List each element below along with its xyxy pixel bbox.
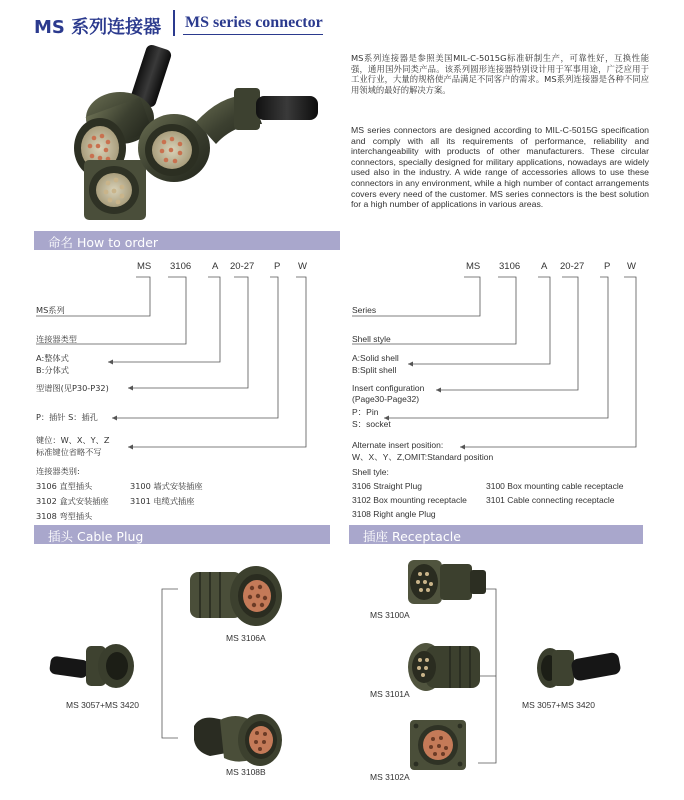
caption-plug-accessory: MS 3057+MS 3420 <box>66 700 140 710</box>
order-code-alt-left: W <box>298 261 307 272</box>
order-label-split-cn: B:分体式 <box>36 365 69 375</box>
order-type-3102-en: 3102 Box mounting receptacle <box>352 495 467 505</box>
order-label-pin-en: P：Pin <box>352 407 379 417</box>
section-title-how-to-order: 命名 How to order <box>48 235 159 250</box>
order-type-3106-en: 3106 Straight Plug <box>352 481 422 491</box>
order-code-insert-left: 20-27 <box>230 261 255 272</box>
receptacle-wall-image <box>404 556 490 608</box>
order-label-alt2-cn: 标准键位省略不写 <box>36 447 102 457</box>
order-label-shell-style-en: Shell style <box>352 334 391 344</box>
order-label-series-cn: MS系列 <box>36 305 65 315</box>
plug-straight-image <box>186 562 286 628</box>
section-title-receptacle: 插座 Receptacle <box>363 529 461 544</box>
order-type-3108-en: 3108 Right angle Plug <box>352 509 436 519</box>
order-label-shell-style-cn: 连接器类型 <box>36 334 77 344</box>
order-label-insert2-en: (Page30-Page32) <box>352 394 420 404</box>
intro-english: MS series connectors are designed according to MIL-C-5015G specification and comply with all its requirements of performance, reliability and interchangeability with products of other manufacturers. These circular connectors, specially designed for military applications, nowadays are widely used also in the industry. A wide range of accessories allows to use these connectors in any environment, while a high number of contact arrangements covers every need of the customer. MS series connectors is the best solution for a high number of applications in various areas. <box>351 125 649 210</box>
title-chinese: MS 系列连接器 <box>34 17 162 38</box>
order-code-insert-right: 20-27 <box>560 261 585 272</box>
order-label-solid-en: A:Solid shell <box>352 353 399 363</box>
order-label-alt2-en: W、X、Y、Z,OMIT:Standard position <box>352 452 494 462</box>
order-label-contact-cn: P：插针 S：插孔 <box>36 412 98 422</box>
caption-receptacle-box: MS 3102A <box>370 772 410 782</box>
order-label-types-title-en: Shell tyle: <box>352 467 389 477</box>
caption-plug-right-angle: MS 3108B <box>226 767 266 777</box>
order-code-ms-left: MS <box>137 261 152 272</box>
order-label-types-title-cn: 连接器类别: <box>36 466 80 476</box>
plug-right-angle-image <box>190 712 286 768</box>
caption-plug-straight: MS 3106A <box>226 633 266 643</box>
order-code-contact-left: P <box>274 261 281 272</box>
caption-receptacle-accessory: MS 3057+MS 3420 <box>522 700 596 710</box>
receptacle-cable-image <box>404 640 490 694</box>
plug-accessory-image <box>46 636 138 696</box>
title-english: MS series connector <box>185 14 323 31</box>
order-code-style-right: A <box>541 261 548 272</box>
receptacle-box-image <box>406 718 470 772</box>
order-label-series-en: Series <box>352 305 377 315</box>
order-type-3101-en: 3101 Cable connecting receptacle <box>486 495 615 505</box>
order-type-3101-cn: 3101 电缆式插座 <box>130 496 195 506</box>
receptacle-accessory-image <box>534 640 624 696</box>
order-type-3108-cn: 3108 弯型插头 <box>36 511 93 521</box>
order-code-shell-left: 3106 <box>170 261 192 272</box>
order-label-insert-cn: 型谱图(见P30-P32) <box>36 383 109 393</box>
caption-receptacle-wall: MS 3100A <box>370 610 410 620</box>
order-type-3102-cn: 3102 盒式安装插座 <box>36 496 109 506</box>
order-code-contact-right: P <box>604 261 611 272</box>
order-type-3100-en: 3100 Box mounting cable receptacle <box>486 481 624 491</box>
order-code-shell-right: 3106 <box>499 261 521 272</box>
order-code-ms-right: MS <box>466 261 481 272</box>
order-label-alt1-cn: 键位：W、X、Y、Z <box>36 435 110 445</box>
order-code-alt-right: W <box>627 261 636 272</box>
order-label-split-en: B:Split shell <box>352 365 397 375</box>
order-label-insert1-en: Insert configuration <box>352 383 425 393</box>
order-label-solid-cn: A:整体式 <box>36 353 69 363</box>
caption-receptacle-cable: MS 3101A <box>370 689 410 699</box>
order-label-socket-en: S：socket <box>352 419 391 429</box>
section-title-cable-plug: 插头 Cable Plug <box>48 529 144 544</box>
order-label-alt1-en: Alternate insert position: <box>352 440 444 450</box>
order-type-3106-cn: 3106 直型插头 <box>36 481 93 491</box>
intro-chinese: MS系列连接器是参照美国MIL-C-5015G标准研制生产，可靠性好，互换性能强，通用国外同类产品。该系列圆形连接器特别设计用于军事用途，广泛应用于工业行业，大量的规格使产品满足不同客户的需求。MS系列连接器是各种不同应用领域的最好的解决方案。 <box>351 53 649 95</box>
order-code-style-left: A <box>212 261 219 272</box>
order-type-3100-cn: 3100 墙式安装插座 <box>130 481 203 491</box>
